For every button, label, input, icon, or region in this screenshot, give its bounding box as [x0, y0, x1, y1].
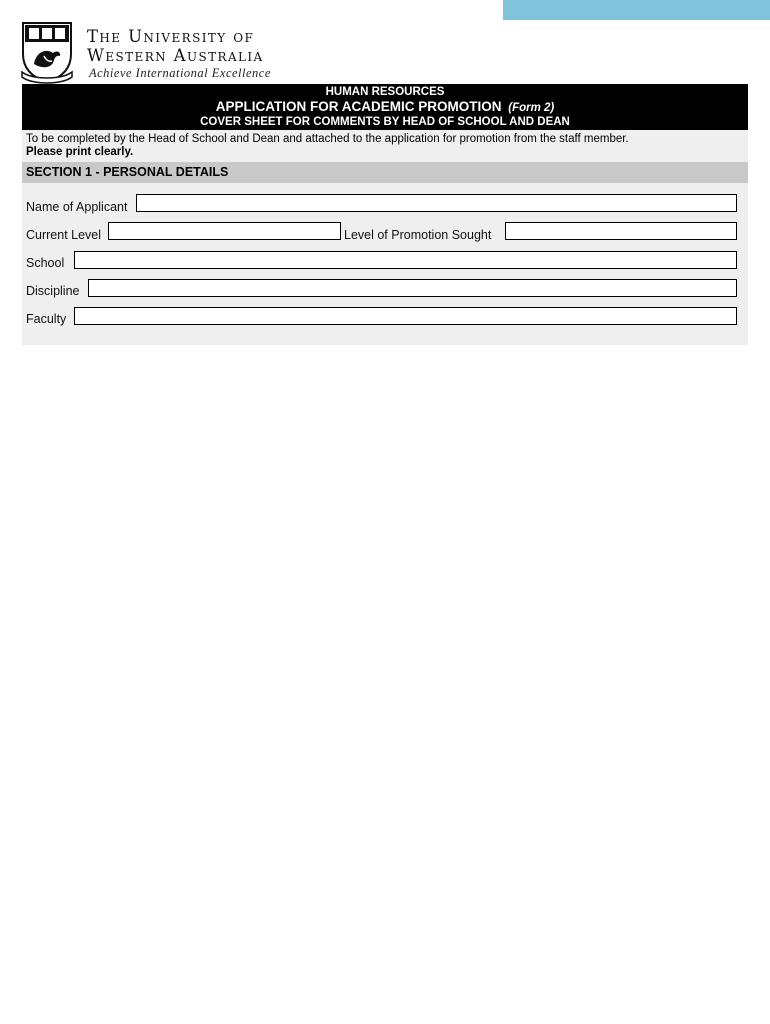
form-title-bar [22, 84, 748, 130]
level-of-promotion-sought-field[interactable] [505, 222, 737, 240]
current-level-field[interactable] [108, 222, 341, 240]
university-crest-icon [20, 20, 74, 86]
current-level-label: Current Level [26, 228, 102, 242]
university-tagline: Achieve International Excellence [89, 66, 271, 80]
school-field[interactable] [74, 251, 737, 269]
name-of-applicant-label: Name of Applicant [26, 200, 128, 214]
school-label: School [26, 256, 65, 270]
form-title [22, 99, 748, 116]
section-1-title: SECTION 1 - PERSONAL DETAILS [26, 165, 229, 179]
section-1-header [22, 162, 748, 183]
university-name [87, 27, 264, 65]
instructions-emphasis: Please print clearly. [26, 146, 134, 158]
name-of-applicant-field[interactable] [136, 194, 737, 212]
discipline-field[interactable] [88, 279, 737, 297]
corner-accent-tab [503, 0, 770, 20]
university-name-line2: Western Australia [87, 46, 264, 65]
discipline-label: Discipline [26, 284, 80, 298]
instructions-block [22, 130, 748, 162]
faculty-label: Faculty [26, 312, 67, 326]
personal-details-fields [22, 183, 748, 345]
form-number: (Form 2) [508, 102, 555, 114]
form-title-text: APPLICATION FOR ACADEMIC PROMOTION [215, 99, 502, 114]
form-subtitle: COVER SHEET FOR COMMENTS BY HEAD OF SCHOOL AND DEAN [200, 116, 570, 128]
level-of-promotion-sought-label: Level of Promotion Sought [344, 228, 492, 242]
department-heading: HUMAN RESOURCES [325, 86, 445, 98]
instructions-text: To be completed by the Head of School and Dean and attached to the application for promotion from the staff member. [26, 133, 629, 145]
university-name-line1: The University of [87, 27, 255, 46]
faculty-field[interactable] [74, 307, 737, 325]
